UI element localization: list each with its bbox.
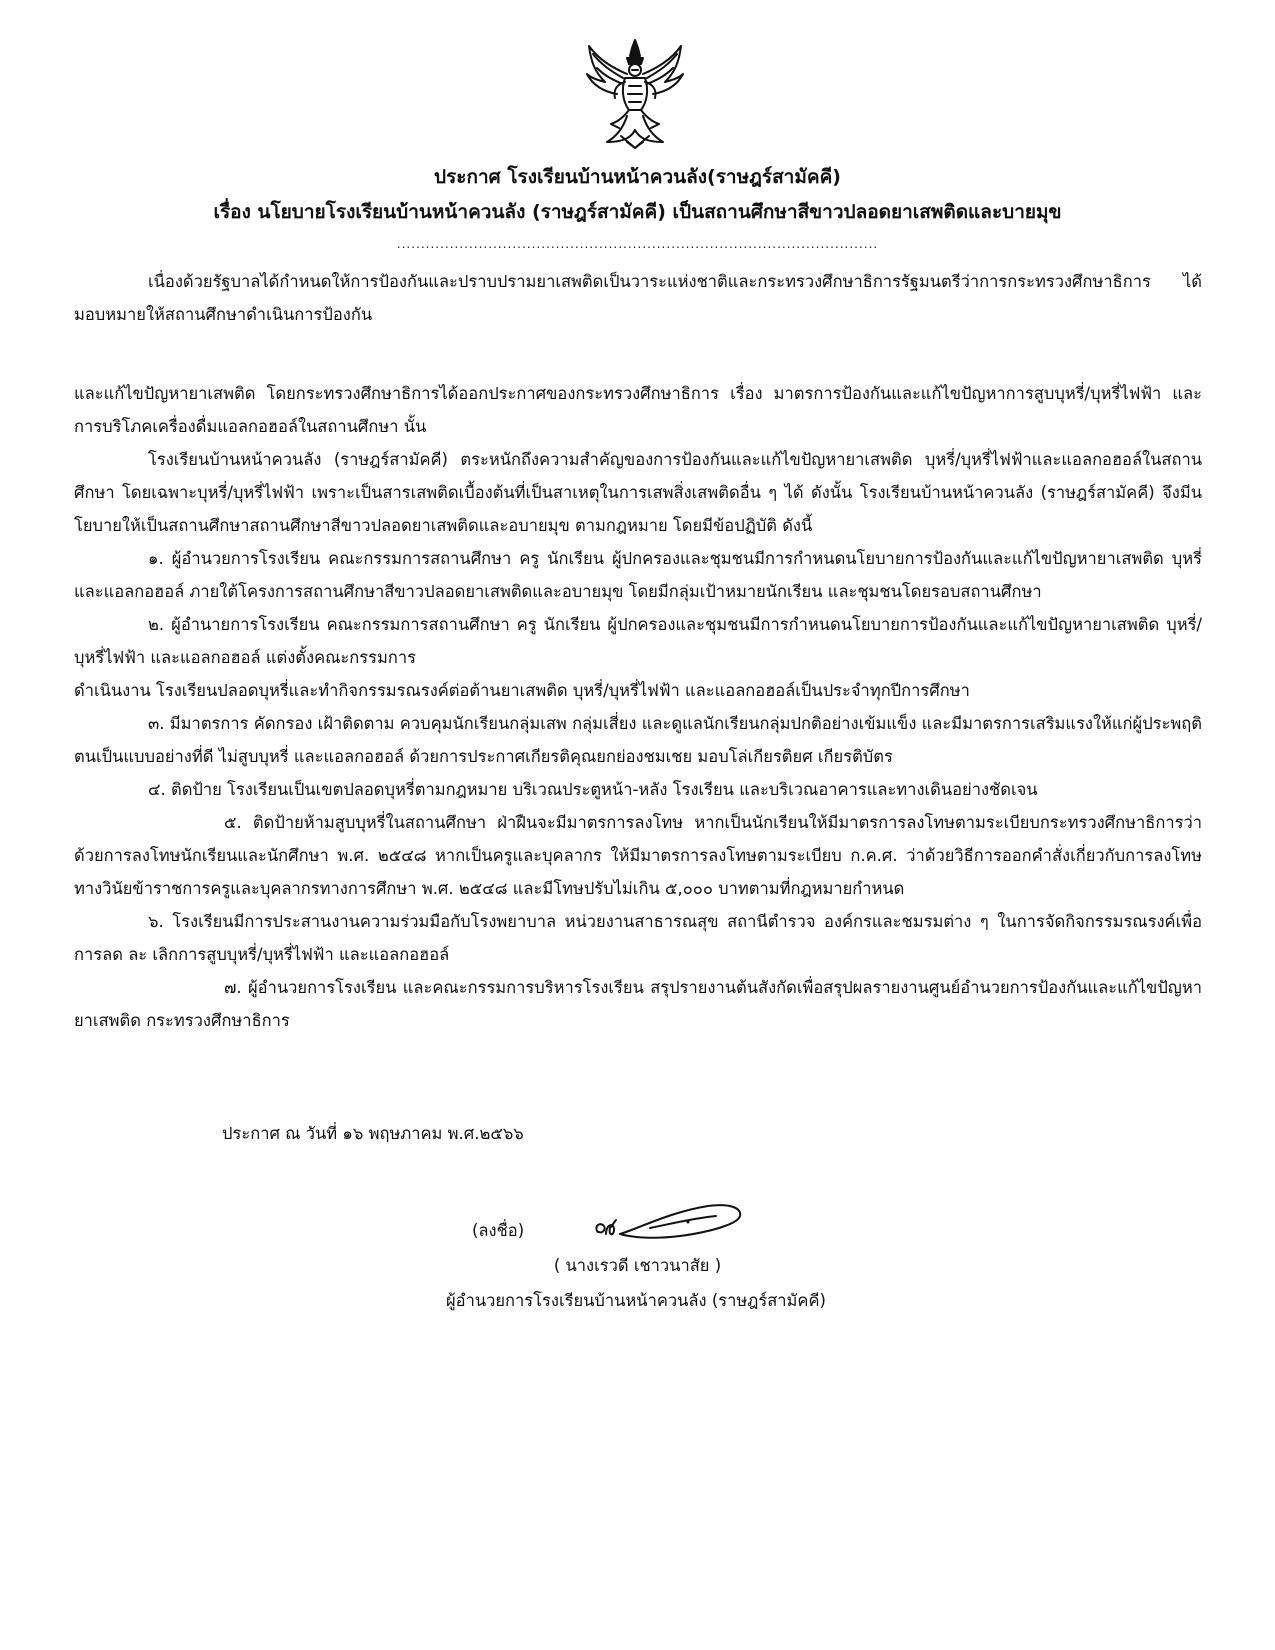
policy-item-4: ๔. ติดป้าย โรงเรียนเป็นเขตปลอดบุหรี่ตามกฎหมาย บริเวณประตูหน้า-หลัง โรงเรียน และบริเวณอาคารและทางเดินอย่างชัดเจน: [148, 780, 1038, 799]
garuda-emblem-icon: [583, 38, 687, 150]
policy-item-1: ๑. ผู้อำนวยการโรงเรียน คณะกรรมการสถานศึกษา ครู นักเรียน ผู้ปกครองและชุมชนมีการกำหนดนโยบายการป้องกันและแก้ไขปัญหายาเสพติด บุหรี่ และแอลกอฮอล์ ภายใต้โครงการสถานศึกษาสีขาวปลอดยาเสพติดและอบายมุข โดยมีกลุ่มเป้าหมายนักเรียน และชุมชนโดยรอบสถานศึกษา: [74, 549, 1202, 601]
title-separator: ....................................................................................................: [396, 237, 879, 251]
announcement-body: [74, 265, 1202, 1037]
announcement-date: ประกาศ ณ วันที่ ๑๖ พฤษภาคม พ.ศ.๒๕๖๖: [222, 1124, 524, 1143]
policy-item-6: ๖. โรงเรียนมีการประสานงานความร่วมมือกับโรงพยาบาล หน่วยงานสาธารณสุข สถานีตำรวจ องค์กรและชมรมต่าง ๆ ในการจัดกิจกรรมรณรงค์เพื่อการลด ละ เลิกการสูบบุหรี่/บุหรี่ไฟฟ้า และแอลกอฮอล์: [74, 912, 1202, 964]
policy-item-3: ๓. มีมาตรการ คัดกรอง เฝ้าติดตาม ควบคุมนักเรียนกลุ่มเสพ กลุ่มเสี่ยง และดูแลนักเรียนกลุ่มปกติอย่างเข้มแข็ง และมีมาตรการเสริมแรงให้แก่ผู้ประพฤติตนเป็นแบบอย่างที่ดี ไม่สูบบุหรี่ และแอลกอฮอล์ ด้วยการประกาศเกียรติคุณยกย่องชมเชย มอบโล่เกียรติยศ เกียรติบัตร: [74, 714, 1202, 766]
policy-item-2: ๒. ผู้อำนายการโรงเรียน คณะกรรมการสถานศึกษา ครู นักเรียน ผู้ปกครองและชุมชนมีการกำหนดนโยบายการป้องกันและแก้ไขปัญหายาเสพติด บุหรี่/บุหรี่ไฟฟ้า และแอลกอฮอล์ แต่งตั้งคณะกรรมการ: [74, 615, 1202, 667]
policy-item-7: ๗. ผู้อำนวยการโรงเรียน และคณะกรรมการบริหารโรงเรียน สรุปรายงานต้นสังกัดเพื่อสรุปผลรายงานศูนย์อำนวยการป้องกันและแก้ไขปัญหายาเสพติด กระทรวงศึกษาธิการ: [74, 978, 1202, 1030]
intro-continuation: และแก้ไขปัญหายาเสพติด โดยกระทรวงศึกษาธิการได้ออกประกาศของกระทรวงศึกษาธิการ เรื่อง มาตรการป้องกันและแก้ไขปัญหาการสูบบุหรี่/บุหรี่ไฟฟ้า และการบริโภคเครื่องดื่มแอลกอฮอล์ในสถานศึกษา นั้น: [74, 384, 1202, 436]
signature-icon: [590, 1198, 750, 1246]
intro-paragraph: เนื่องด้วยรัฐบาลได้กำหนดให้การป้องกันและปราบปรามยาเสพติดเป็นวาระแห่งชาติและกระทรวงศึกษาธิการรัฐมนตรีว่าการกระทรวงศึกษาธิการ ได้มอบหมายให้สถานศึกษาดำเนินการป้องกัน: [74, 272, 1202, 324]
policy-item-2-continuation: ดำเนินงาน โรงเรียนปลอดบุหรี่และทำกิจกรรมรณรงค์ต่อต้านยาเสพติด บุหรี่/บุหรี่ไฟฟ้า และแอลกอฮอล์เป็นประจำทุกปีการศึกษา: [74, 681, 970, 700]
policy-item-5: ๕. ติดป้ายห้ามสูบบุหรี่ในสถานศึกษา ฝ่าฝืนจะมีมาตรการลงโทษ หากเป็นนักเรียนให้มีมาตรการลงโทษตามระเบียบกระทรวงศึกษาธิการว่าด้วยการลงโทษนักเรียนและนักศึกษา พ.ศ. ๒๕๔๘ หากเป็นครูและบุคลากร ให้มีมาตรการลงโทษตามระเบียบ ก.ค.ศ. ว่าด้วยวิธีการออกคำสั่งเกี่ยวกับการลงโทษทางวินัยข้าราชการครูและบุคลากรทางการศึกษา พ.ศ. ๒๕๔๘ และมีโทษปรับไม่เกิน ๕,๐๐๐ บาทตามที่กฎหมายกำหนด: [74, 813, 1202, 898]
signer-name: ( นางเรวดี เชาวนาสัย ): [553, 1256, 722, 1275]
policy-intro-paragraph: โรงเรียนบ้านหน้าควนลัง (ราษฎร์สามัคคี) ตระหนักถึงความสำคัญของการป้องกันและแก้ไขปัญหายาเสพติด บุหรี่/บุหรี่ไฟฟ้าและแอลกอฮอล์ในสถานศึกษา โดยเฉพาะบุหรี่/บุหรี่ไฟฟ้า เพราะเป็นสารเสพติดเบื้องต้นที่เป็นสาเหตุในการเสพสิ่งเสพติดอื่น ๆ ได้ ดังนั้น โรงเรียนบ้านหน้าควนลัง (ราษฎร์สามัคคี) จึงมีนโยบายให้เป็นสถานศึกษาสถานศึกษาสีขาวปลอดยาเสพติดและอบายมุข ตามกฎหมาย โดยมีข้อปฏิบัติ ดังนี้: [74, 450, 1202, 535]
signer-position: ผู้อำนวยการโรงเรียนบ้านหน้าควนลัง (ราษฎร์สามัคคี): [446, 1291, 826, 1310]
announcement-subject: เรื่อง นโยบายโรงเรียนบ้านหน้าควนลัง (ราษฎร์สามัคคี) เป็นสถานศึกษาสีขาวปลอดยาเสพติดและบายมุข: [213, 201, 1062, 223]
sign-label: (ลงชื่อ): [472, 1221, 525, 1240]
announcement-title: ประกาศ โรงเรียนบ้านหน้าควนลัง(ราษฎร์สามัคคี): [434, 166, 841, 188]
